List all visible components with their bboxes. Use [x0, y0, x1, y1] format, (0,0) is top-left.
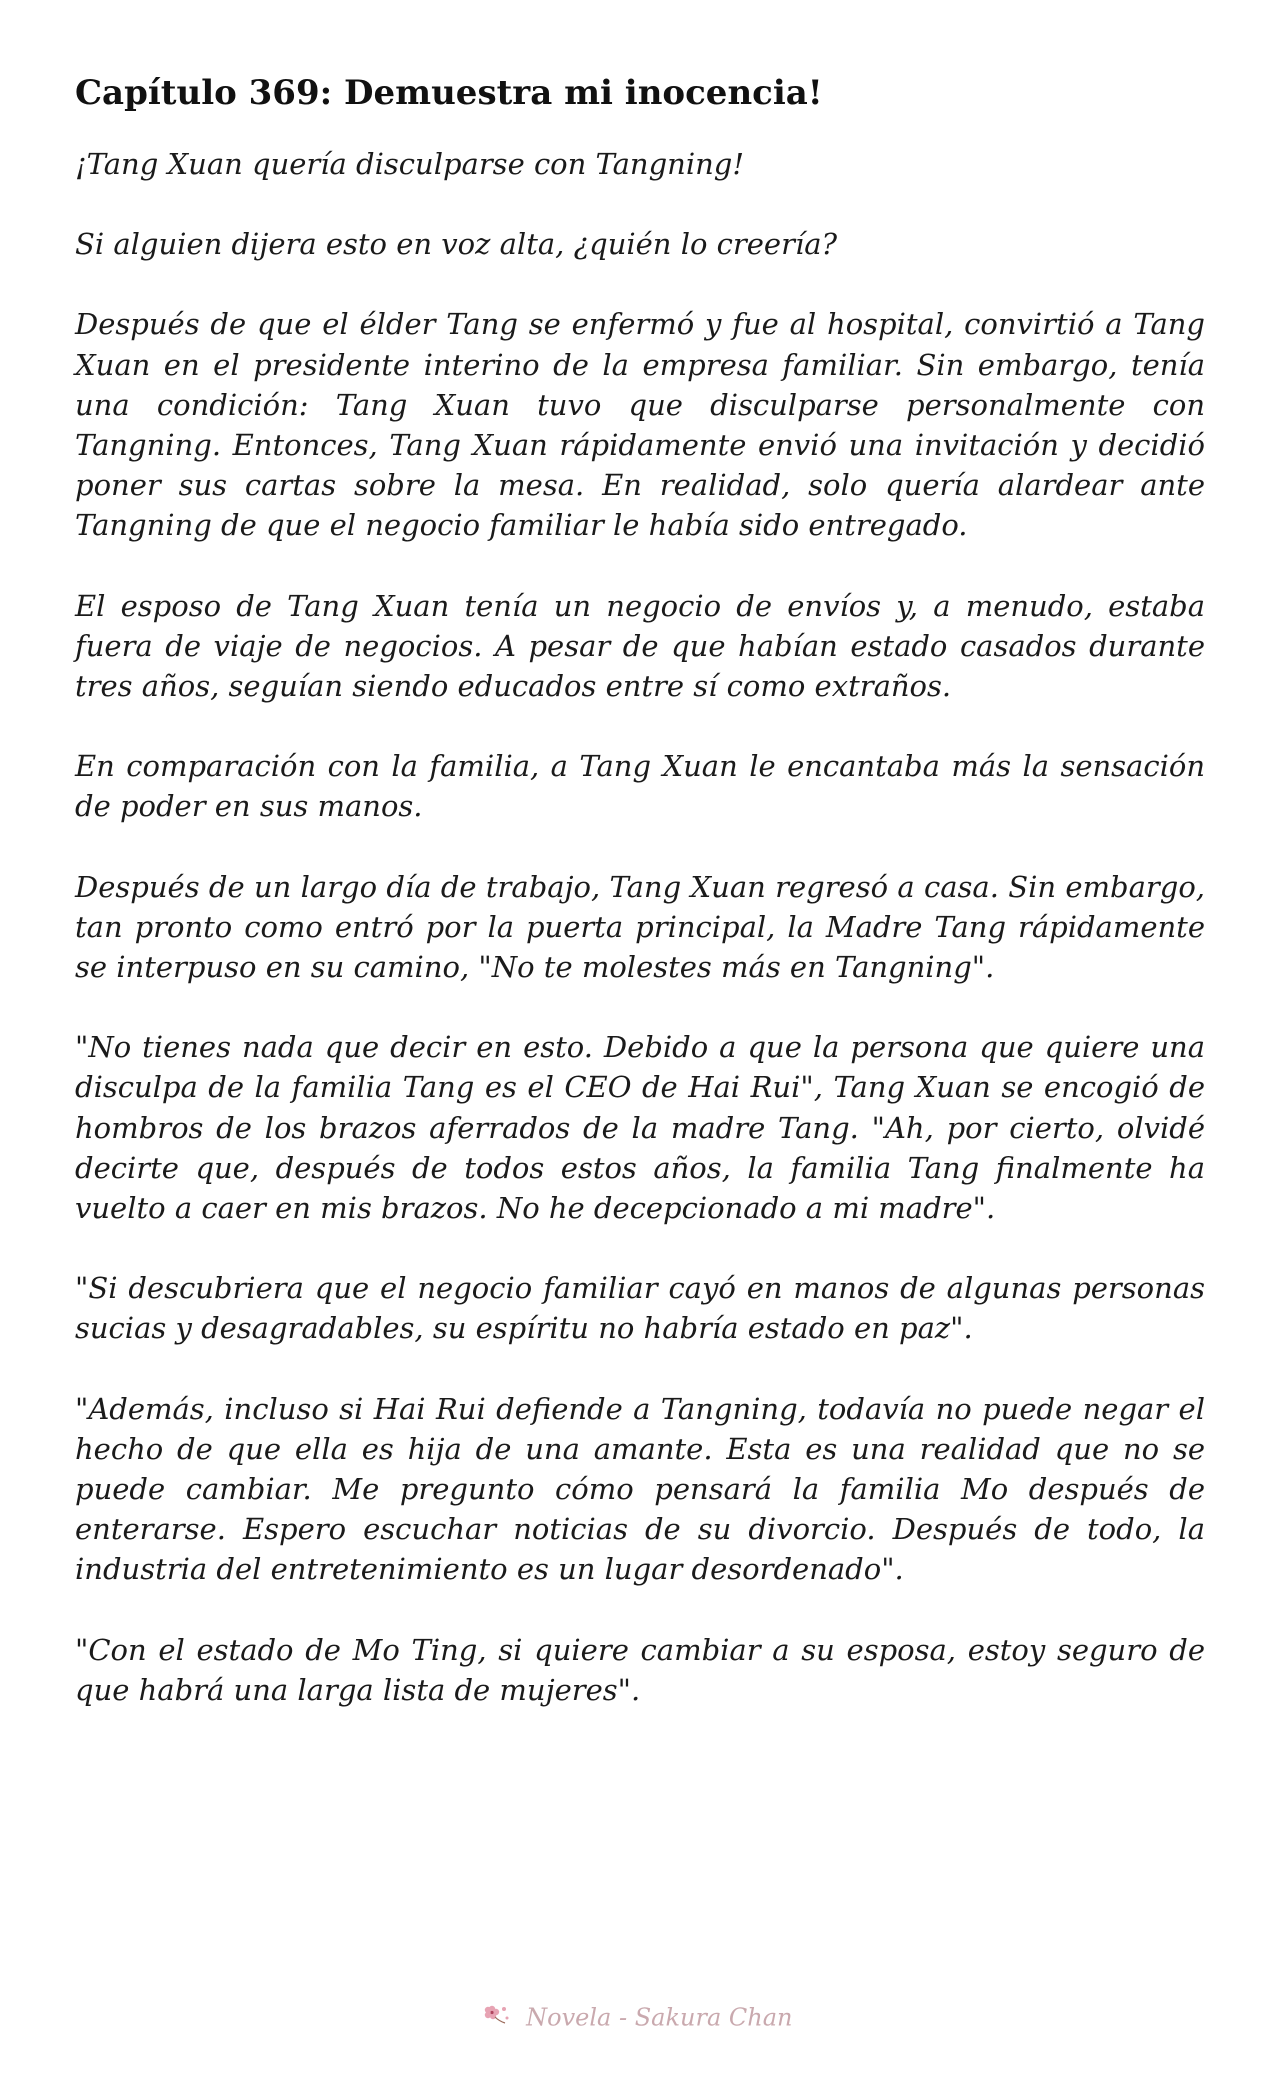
paragraph-1: ¡Tang Xuan quería disculparse con Tangning!	[75, 147, 745, 181]
paragraph-9: "Además, incluso si Hai Rui defiende a Tangning, todavía no puede negar el hecho de que ella es hija de una amante. Esta es una realidad que no se puede cambiar. Me pregunto cómo pensará la familia Mo después de enterarse. Espero escuchar noticias de su divorcio. Después de todo, la industria del entretenimiento es un lugar desordenado".	[75, 1391, 1205, 1587]
paragraph-7: "No tienes nada que decir en esto. Debido a que la persona que quiere una disculpa de la familia Tang es el CEO de Hai Rui", Tang Xuan se encogió de hombros de los brazos aferrados de la madre Tang. "Ah, por cierto, olvidé decirte que, después de todos estos años, la familia Tang finalmente ha vuelto a caer en mis brazos. No he decepcionado a mi madre".	[75, 1030, 1205, 1226]
sakura-flower-icon	[483, 2003, 513, 2035]
paragraph-2: Si alguien dijera esto en voz alta, ¿quién lo creería?	[75, 227, 838, 262]
watermark-text: Novela - Sakura Chan	[526, 2003, 793, 2032]
paragraph-5: En comparación con la familia, a Tang Xuan le encantaba más la sensación de poder en sus manos.	[75, 749, 1205, 824]
paragraph-4: El esposo de Tang Xuan tenía un negocio de envíos y, a menudo, estaba fuera de viaje de negocios. A pesar de que habían estado casados durante tres años, seguían siendo educados entre sí como extraños.	[75, 588, 1205, 704]
document-page	[75, 70, 1205, 1750]
paragraph-6: Después de un largo día de trabajo, Tang Xuan regresó a casa. Sin embargo, tan pronto como entró por la puerta principal, la Madre Tang rápidamente se interpuso en su camino, "No te molestes más en Tangning".	[75, 869, 1205, 985]
paragraph-3: Después de que el élder Tang se enfermó y fue al hospital, convirtió a Tang Xuan en el presidente interino de la empresa familiar. Sin embargo, tenía una condición: Tang Xuan tuvo que disculparse personalmente con Tangning. Entonces, Tang Xuan rápidamente envió una invitación y decidió poner sus cartas sobre la mesa. En realidad, solo quería alardear ante Tangning de que el negocio familiar le había sido entregado.	[75, 307, 1205, 543]
watermark	[0, 2003, 1275, 2035]
paragraph-8: "Si descubriera que el negocio familiar cayó en manos de algunas personas sucias y desagradables, su espíritu no habría estado en paz".	[75, 1271, 1205, 1346]
chapter-title: Capítulo 369: Demuestra mi inocencia!	[75, 73, 823, 113]
paragraph-10: "Con el estado de Mo Ting, si quiere cambiar a su esposa, estoy seguro de que habrá una larga lista de mujeres".	[75, 1632, 1205, 1707]
